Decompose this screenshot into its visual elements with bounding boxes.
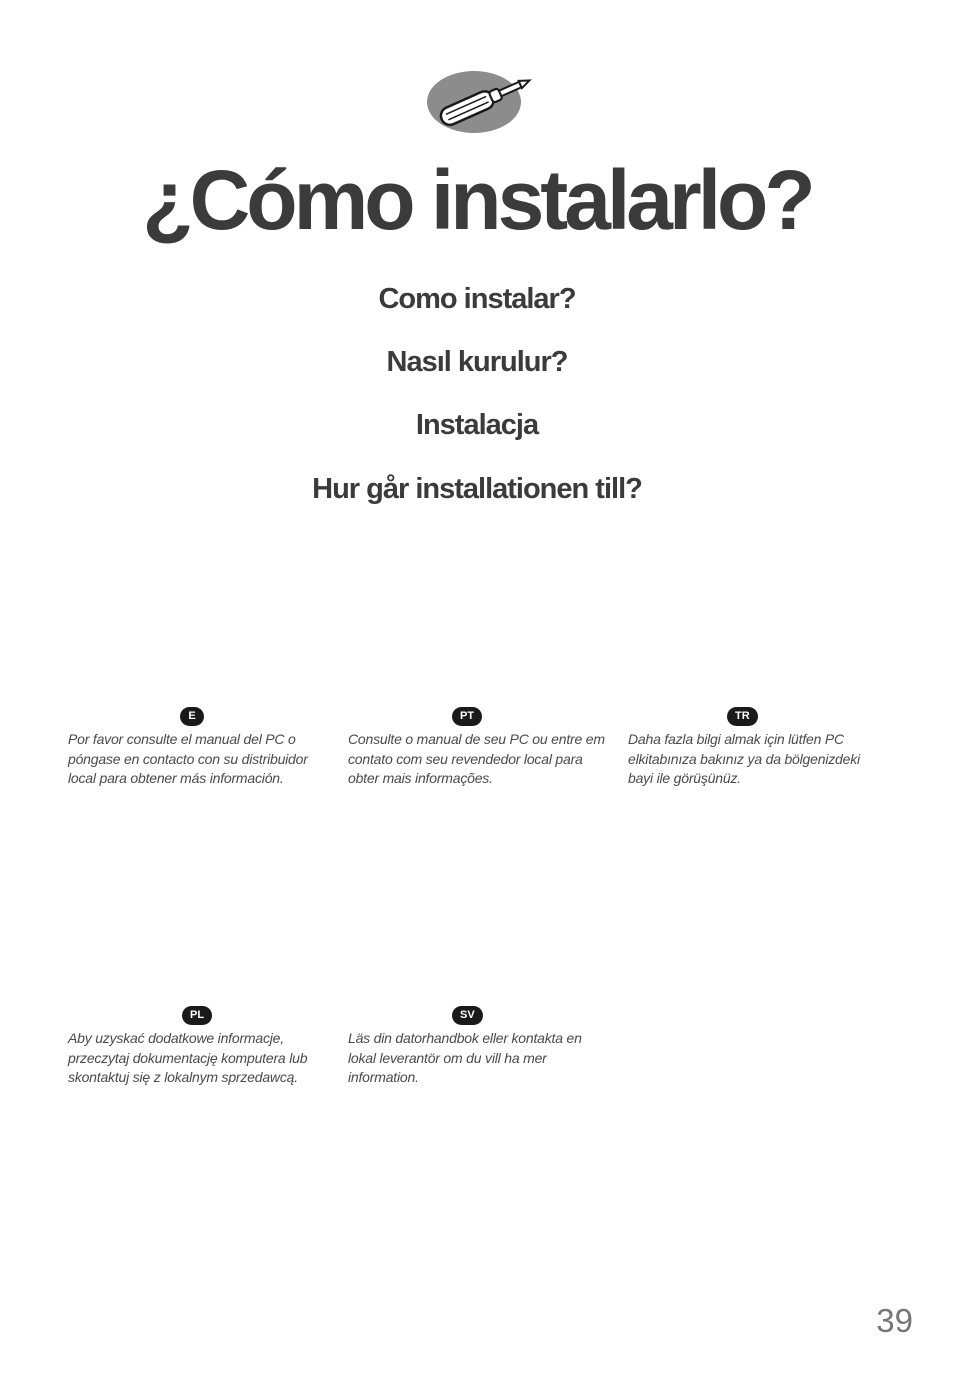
screwdriver-icon	[426, 68, 544, 136]
subtitle-tr: Nasıl kurulur?	[386, 346, 568, 378]
section-text-sv: Läs din datorhandbok eller kontakta en lokal leverantör om du vill ha mer information.	[348, 1030, 582, 1085]
language-badge-tr: TR	[727, 707, 758, 726]
language-badge-e: E	[180, 707, 204, 726]
subtitle-sv: Hur går installationen till?	[312, 473, 642, 505]
page-title: ¿Cómo instalarlo?	[142, 153, 812, 247]
subtitle-pl: Instalacja	[415, 409, 539, 441]
language-badge-pl: PL	[182, 1006, 212, 1025]
section-text-e: Por favor consulte el manual del PC o póngase en contacto con su distribuidor local para obtener más información.	[68, 731, 308, 786]
language-badge-pt: PT	[452, 707, 482, 726]
section-text-pl: Aby uzyskać dodatkowe informacje, przeczytaj dokumentację komputera lub skontaktuj się z lokalnym sprzedawcą.	[68, 1030, 308, 1085]
page-number: 39	[876, 1302, 913, 1339]
subtitle-pt: Como instalar?	[378, 283, 576, 315]
section-text-tr: Daha fazla bilgi almak için lütfen PC elkitabınıza bakınız ya da bölgenizdeki bayi ile görüşünüz.	[628, 731, 860, 786]
language-badge-sv: SV	[452, 1006, 483, 1025]
section-text-pt: Consulte o manual de seu PC ou entre em contato com seu revendedor local para obter mais informações.	[348, 731, 605, 786]
